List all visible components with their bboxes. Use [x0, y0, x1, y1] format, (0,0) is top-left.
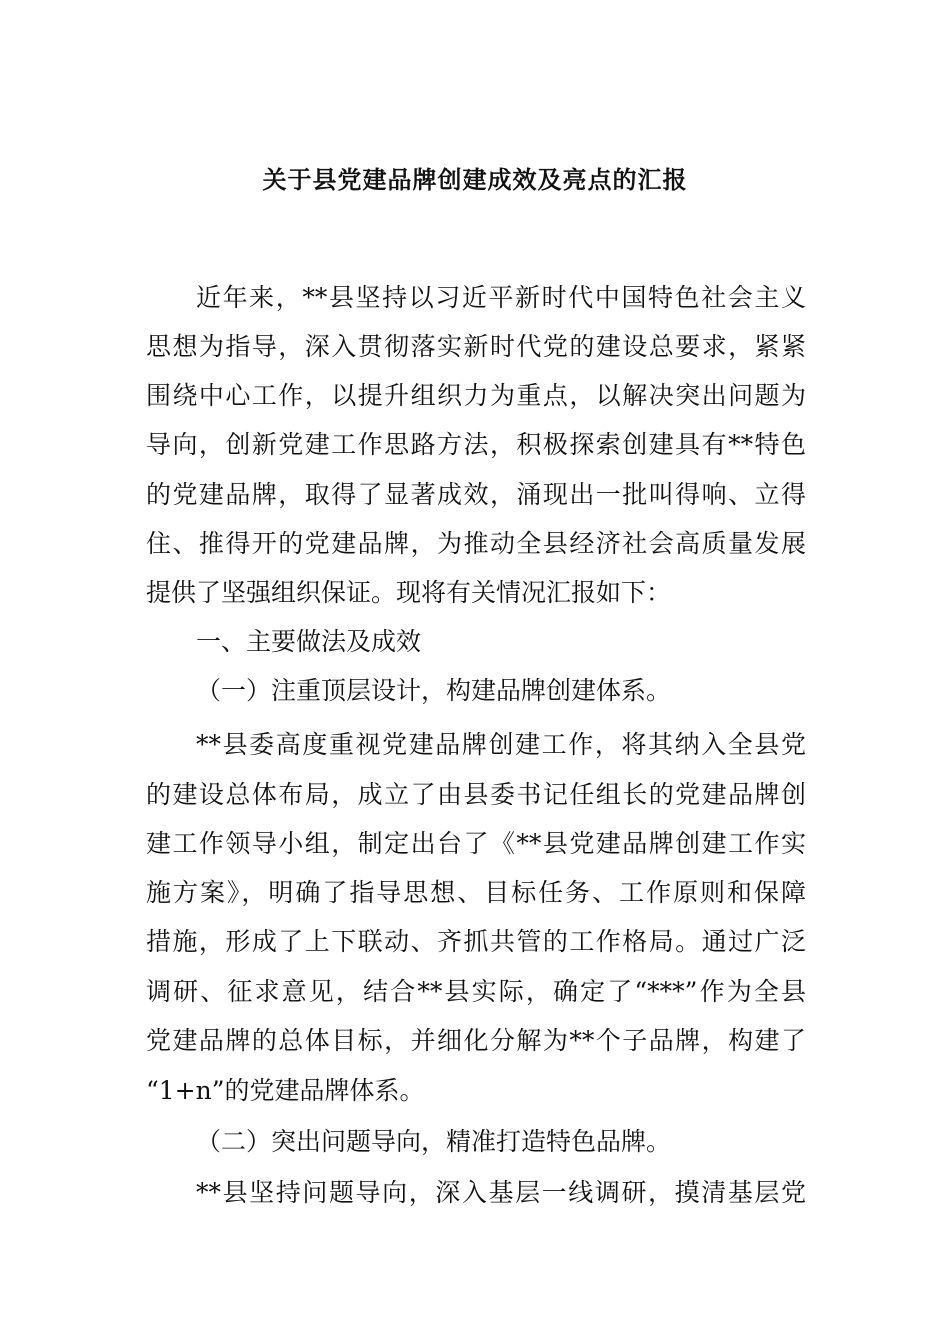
paragraph-line: 的党建品牌，取得了显著成效，涌现出一批叫得响、立得 [146, 480, 806, 509]
subsection-heading: （二）突出问题导向，精准打造特色品牌。 [196, 1127, 672, 1156]
paragraph-line: 施方案》，明确了指导思想、目标任务、工作原则和保障 [146, 878, 806, 907]
paragraph-line: 提供了坚强组织保证。现将有关情况汇报如下： [146, 578, 672, 607]
paragraph-line: **县委高度重视党建品牌创建工作，将其纳入全县党 [196, 730, 806, 759]
paragraph-line: 的建设总体布局，成立了由县委书记任组长的党建品牌创 [146, 780, 806, 809]
paragraph-line: 措施，形成了上下联动、齐抓共管的工作格局。通过广泛 [146, 927, 806, 956]
paragraph-line: 围绕中心工作，以提升组织力为重点，以解决突出问题为 [146, 381, 806, 410]
paragraph-line: 近年来，**县坚持以习近平新时代中国特色社会主义 [196, 283, 806, 312]
paragraph-line: 调研、征求意见，结合**县实际，确定了“***”作为全县 [146, 977, 806, 1006]
section-heading: 一、主要做法及成效 [196, 627, 422, 656]
paragraph-line: “1+n”的党建品牌体系。 [146, 1076, 425, 1105]
document-title: 关于县党建品牌创建成效及亮点的汇报 [262, 165, 688, 194]
paragraph-line: **县坚持问题导向，深入基层一线调研，摸清基层党 [196, 1178, 806, 1207]
paragraph-line: 住、推得开的党建品牌，为推动全县经济社会高质量发展 [146, 529, 806, 558]
paragraph-line: 建工作领导小组，制定出台了《**县党建品牌创建工作实 [146, 829, 806, 858]
paragraph-line: 导向，创新党建工作思路方法，积极探索创建具有**特色 [146, 430, 806, 459]
paragraph-line: 思想为指导，深入贯彻落实新时代党的建设总要求，紧紧 [146, 332, 806, 361]
subsection-heading: （一）注重顶层设计，构建品牌创建体系。 [196, 676, 672, 705]
paragraph-line: 党建品牌的总体目标，并细化分解为**个子品牌，构建了 [146, 1026, 806, 1055]
